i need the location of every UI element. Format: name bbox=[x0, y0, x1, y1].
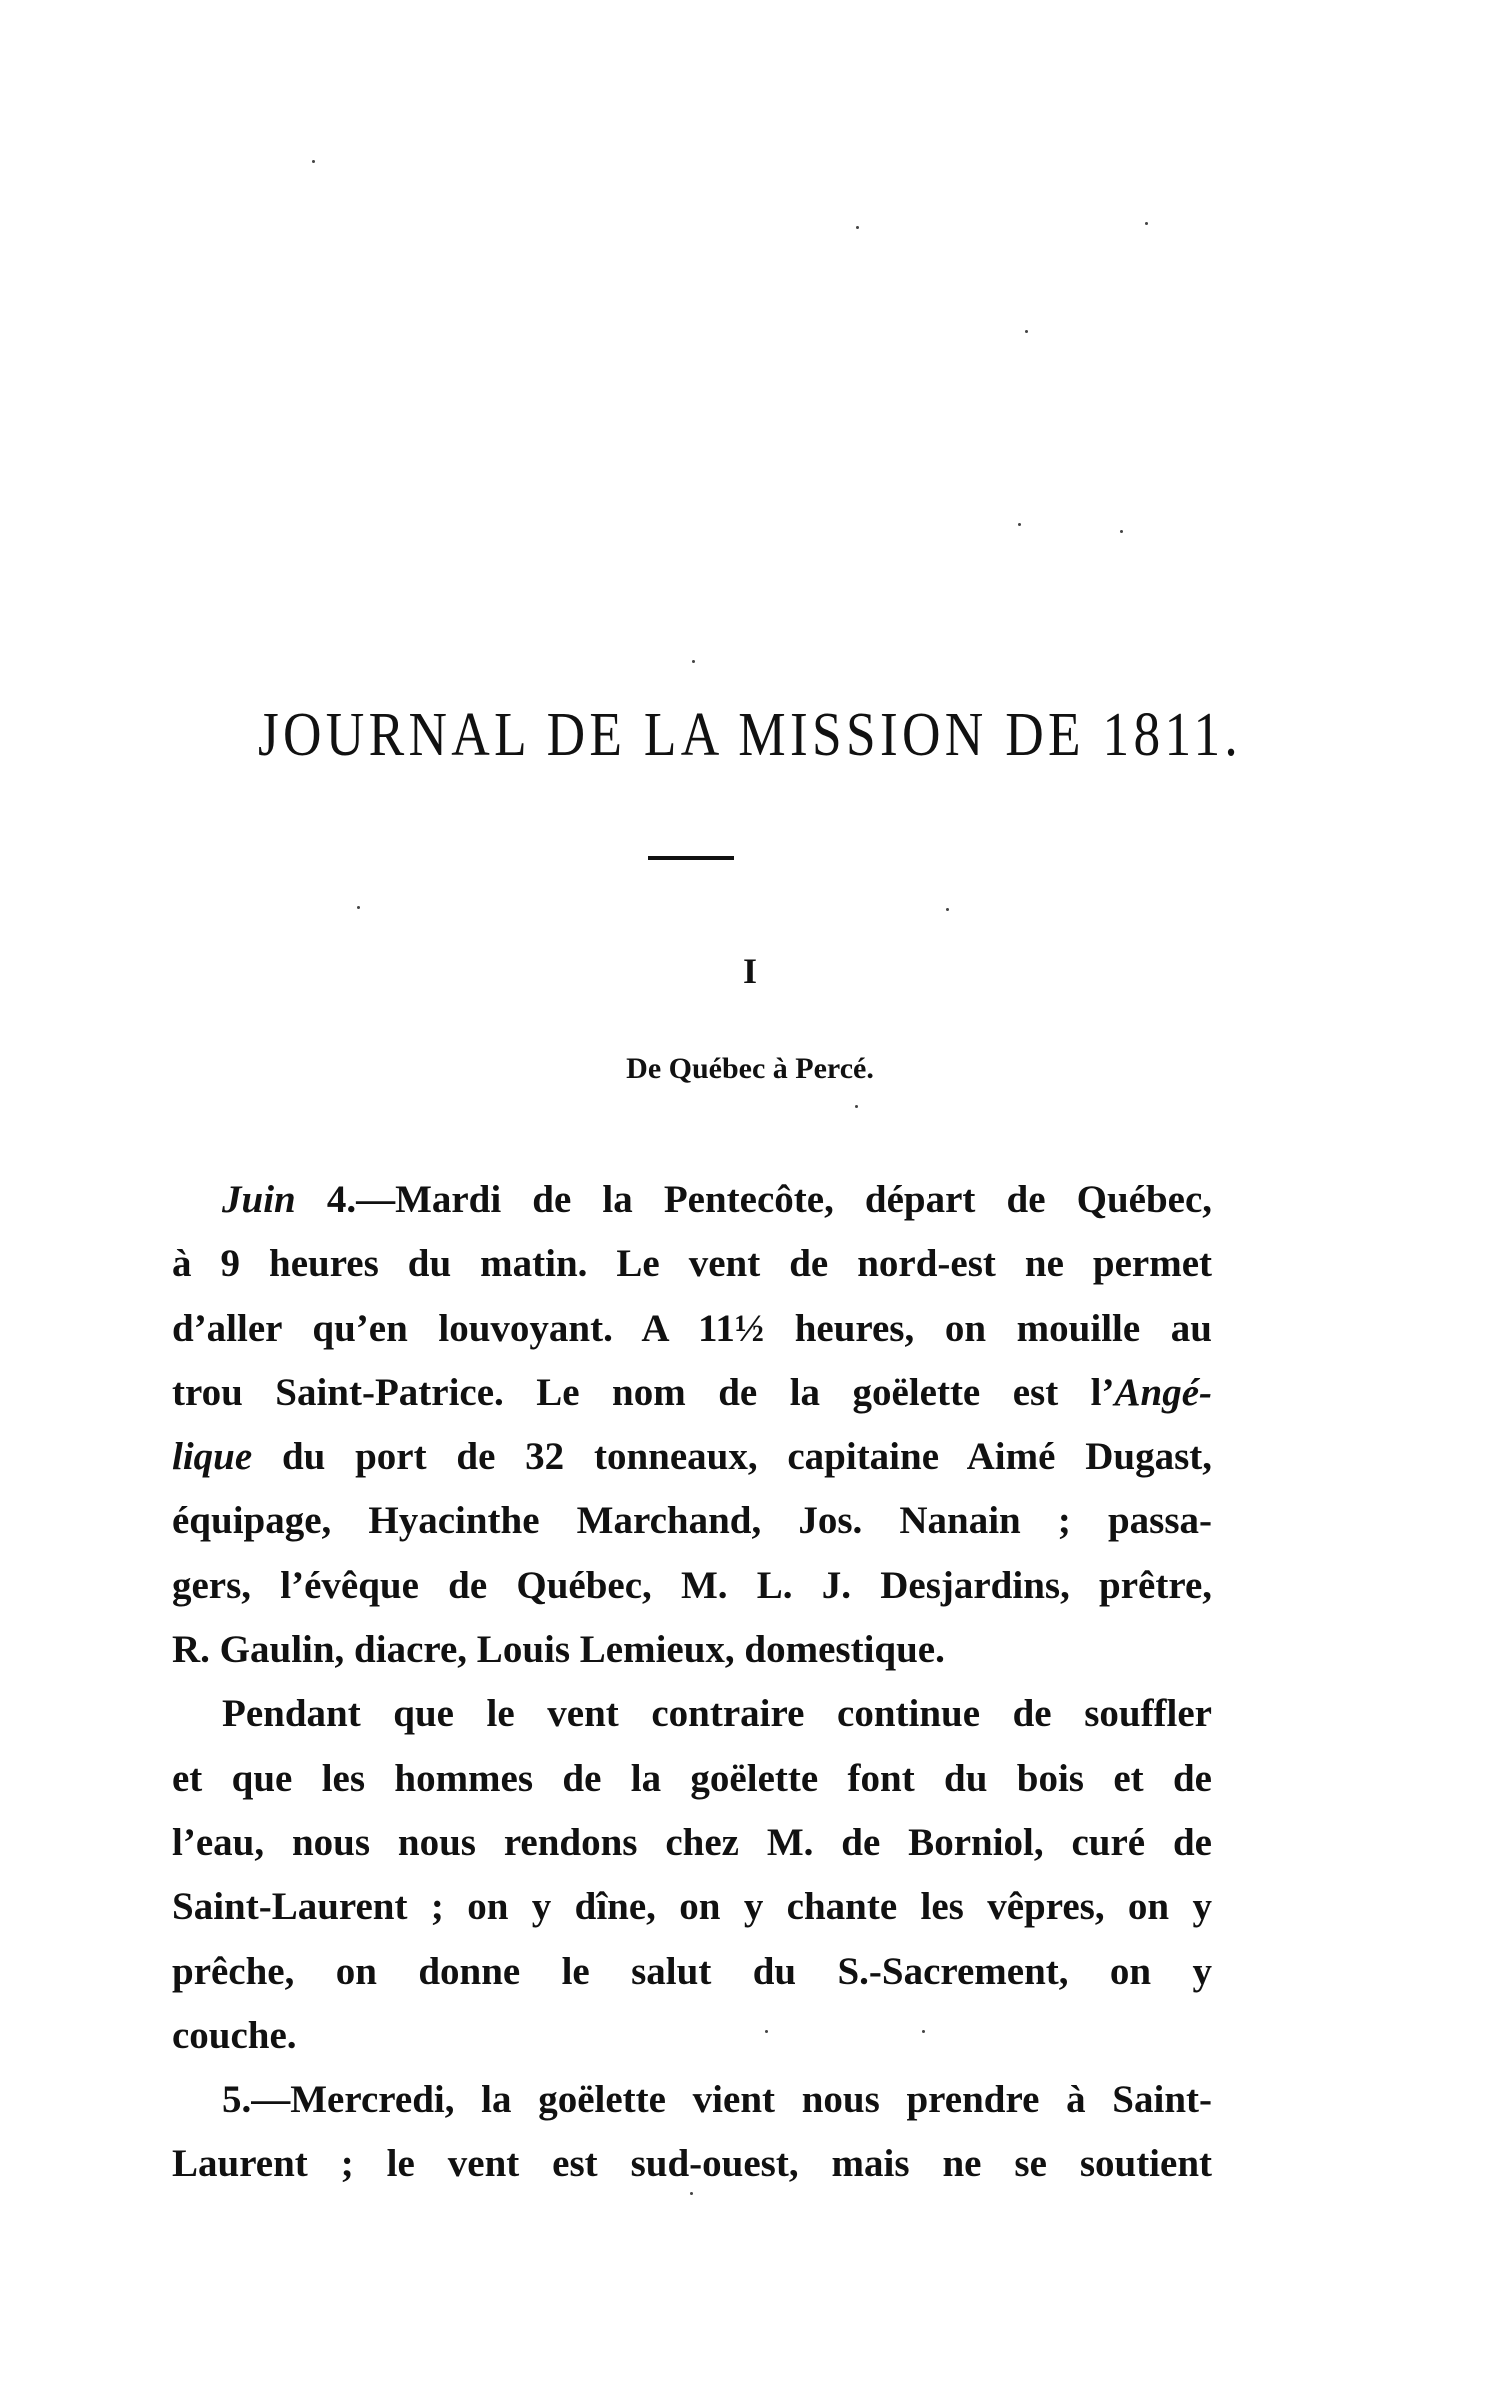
print-speck bbox=[856, 226, 859, 229]
print-speck bbox=[855, 1105, 858, 1108]
text-line: 5.—Mercredi, la goëlette vient nous prendre à Saint- bbox=[222, 2078, 1212, 2122]
text-line bbox=[172, 1425, 1212, 1489]
text-span: trou Saint-Patrice. Le nom de la goëlette est l’ bbox=[172, 1370, 1115, 1414]
ship-name: Angé- bbox=[1114, 1370, 1212, 1414]
text-line: couche. bbox=[172, 2013, 297, 2057]
text-line: équipage, Hyacinthe Marchand, Jos. Nanain ; passa- bbox=[172, 1499, 1212, 1543]
date-label: Juin bbox=[222, 1178, 296, 1221]
print-speck bbox=[312, 160, 315, 163]
print-speck bbox=[1120, 530, 1123, 533]
text-span: du port de 32 tonneaux, capitaine Aimé Dugast, bbox=[252, 1435, 1212, 1479]
text-line: Laurent ; le vent est sud-ouest, mais ne se soutient bbox=[172, 2142, 1212, 2186]
journal-text bbox=[172, 1168, 1212, 2197]
text-line bbox=[172, 1168, 1212, 1232]
print-speck bbox=[1025, 330, 1028, 333]
print-speck bbox=[357, 906, 360, 909]
text-line: l’eau, nous nous rendons chez M. de Borniol, curé de bbox=[172, 1820, 1212, 1864]
text-line bbox=[172, 1361, 1212, 1425]
section-number: I bbox=[742, 951, 757, 991]
text-span: 4.—Mardi de la Pentecôte, départ de Québec, bbox=[295, 1178, 1212, 1221]
print-speck bbox=[692, 660, 695, 663]
ship-name: lique bbox=[172, 1435, 253, 1479]
section-subtitle: De Québec à Percé. bbox=[626, 1052, 874, 1085]
text-line: Saint-Laurent ; on y dîne, on y chante les vêpres, on y bbox=[172, 1885, 1212, 1929]
text-line: gers, l’évêque de Québec, M. L. J. Desjardins, prêtre, bbox=[172, 1563, 1212, 1607]
text-line: d’aller qu’en louvoyant. A 11½ heures, on mouille au bbox=[172, 1306, 1212, 1350]
text-line: à 9 heures du matin. Le vent de nord-est ne permet bbox=[172, 1242, 1212, 1286]
text-line: prêche, on donne le salut du S.-Sacrement, on y bbox=[172, 1949, 1212, 1993]
page-title: JOURNAL DE LA MISSION DE 1811. bbox=[257, 701, 1243, 769]
text-line: R. Gaulin, diacre, Louis Lemieux, domestique. bbox=[172, 1628, 945, 1672]
text-line: Pendant que le vent contraire continue de souffler bbox=[222, 1692, 1212, 1736]
print-speck bbox=[1018, 523, 1021, 526]
title-divider bbox=[648, 856, 734, 860]
print-speck bbox=[946, 908, 949, 911]
text-line: et que les hommes de la goëlette font du bois et de bbox=[172, 1756, 1212, 1800]
print-speck bbox=[1145, 222, 1148, 225]
